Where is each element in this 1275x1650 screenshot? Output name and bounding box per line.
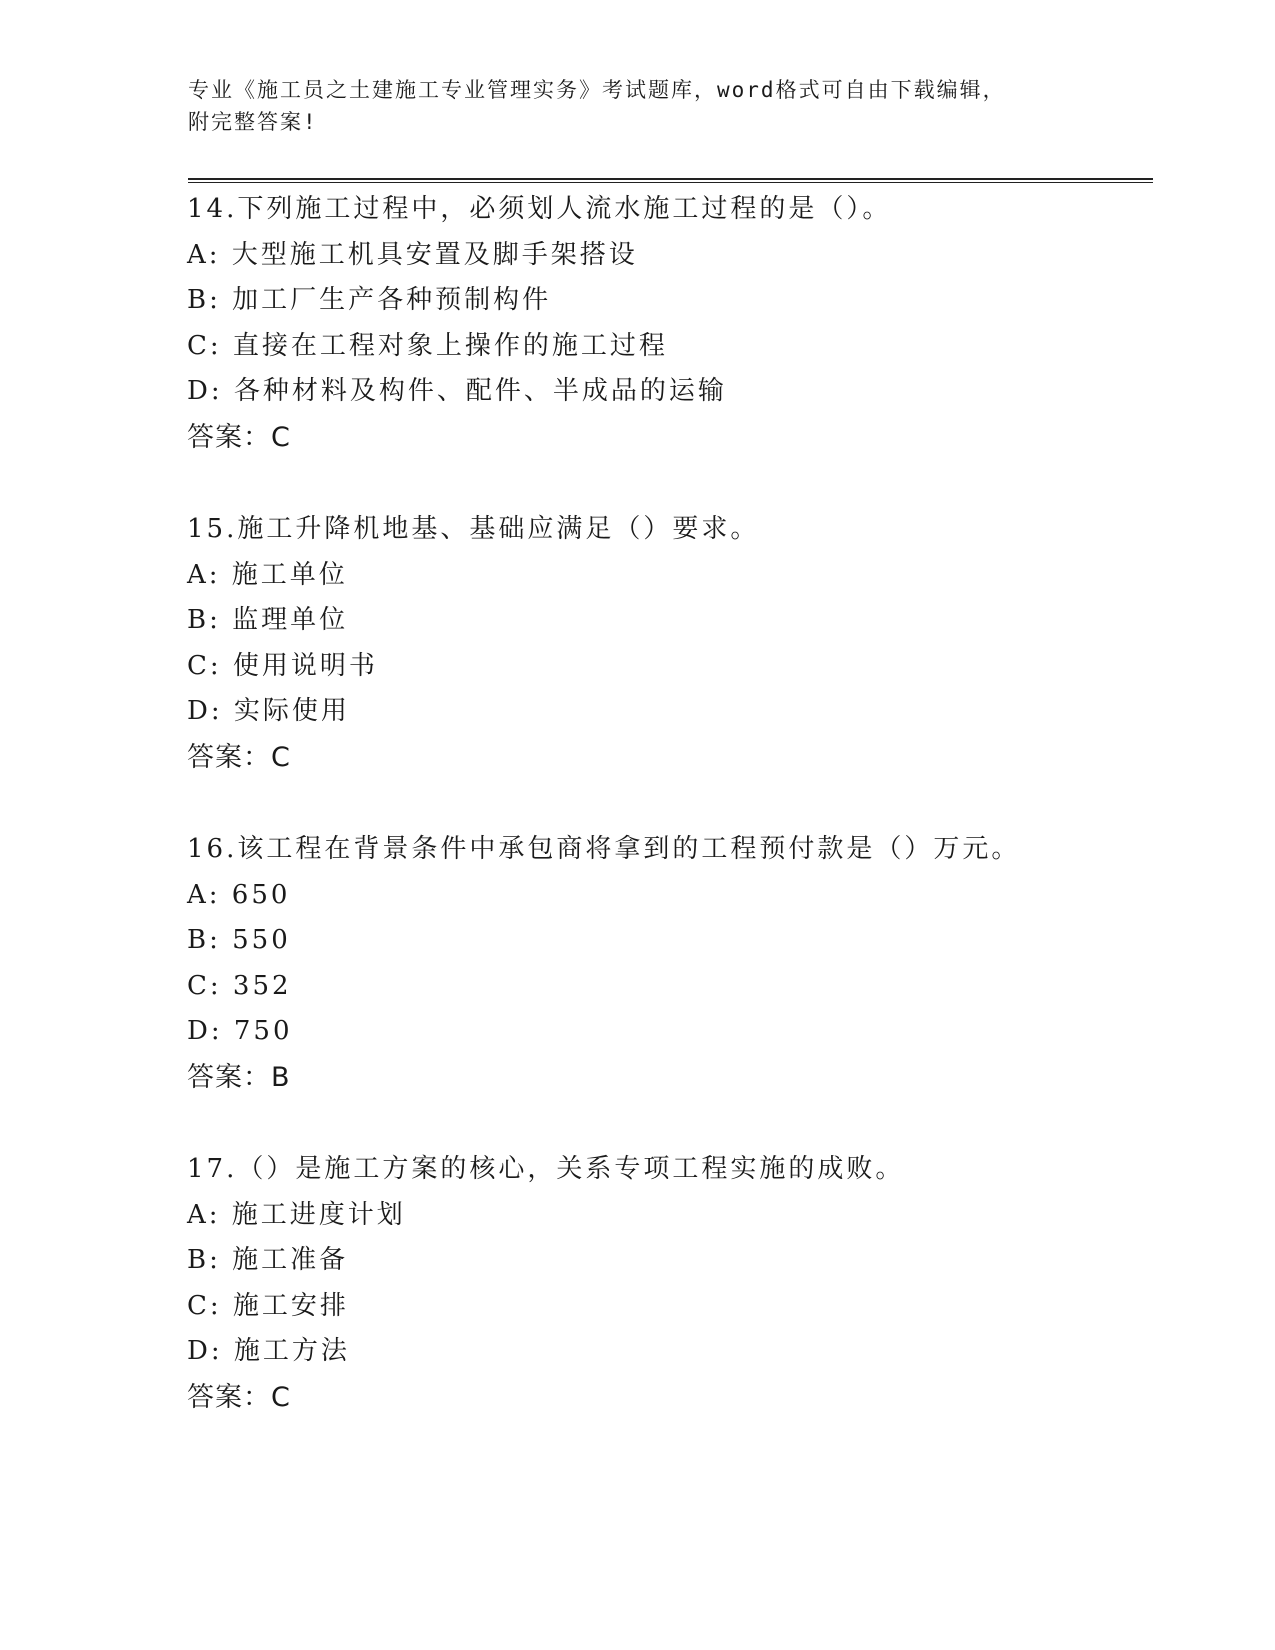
header-line-1: 专业《施工员之土建施工专业管理实务》考试题库，word格式可自由下载编辑， <box>188 78 1006 102</box>
question-stem: 14.下列施工过程中，必须划人流水施工过程的是（）。 <box>187 194 892 224</box>
question-17 <box>187 1147 1137 1420</box>
answer-line: 答案：C <box>187 1381 291 1413</box>
question-15 <box>187 507 1137 780</box>
header-divider-thin <box>188 182 1153 183</box>
option-b: B: 施工准备 <box>187 1245 349 1275</box>
question-list <box>187 187 1137 1467</box>
option-c: C: 直接在工程对象上操作的施工过程 <box>187 330 668 361</box>
question-16 <box>187 827 1137 1100</box>
answer-line: 答案：C <box>187 741 291 773</box>
option-a: A: 大型施工机具安置及脚手架搭设 <box>187 239 638 270</box>
option-d: D: 750 <box>187 1016 293 1046</box>
option-a: A: 650 <box>187 879 291 910</box>
option-a: A: 施工单位 <box>187 559 348 590</box>
option-d: D: 施工方法 <box>187 1336 350 1366</box>
question-stem: 16.该工程在背景条件中承包商将拿到的工程预付款是（）万元。 <box>187 834 1021 864</box>
option-a: A: 施工进度计划 <box>187 1199 406 1230</box>
question-14 <box>187 187 1137 460</box>
answer-line: 答案：C <box>187 421 291 453</box>
question-stem: 15.施工升降机地基、基础应满足（）要求。 <box>187 514 760 544</box>
option-c: C: 施工安排 <box>187 1290 349 1321</box>
document-header <box>188 74 1088 138</box>
option-c: C: 使用说明书 <box>187 650 378 681</box>
header-divider-thick <box>188 178 1153 180</box>
option-b: B: 550 <box>187 925 291 955</box>
option-b: B: 监理单位 <box>187 605 349 635</box>
question-stem: 17.（）是施工方案的核心，关系专项工程实施的成败。 <box>187 1154 905 1184</box>
option-d: D: 各种材料及构件、配件、半成品的运输 <box>187 376 727 406</box>
answer-line: 答案：B <box>187 1061 291 1093</box>
option-c: C: 352 <box>187 970 292 1001</box>
option-b: B: 加工厂生产各种预制构件 <box>187 285 552 315</box>
header-line-2: 附完整答案! <box>188 110 318 134</box>
option-d: D: 实际使用 <box>187 696 350 726</box>
